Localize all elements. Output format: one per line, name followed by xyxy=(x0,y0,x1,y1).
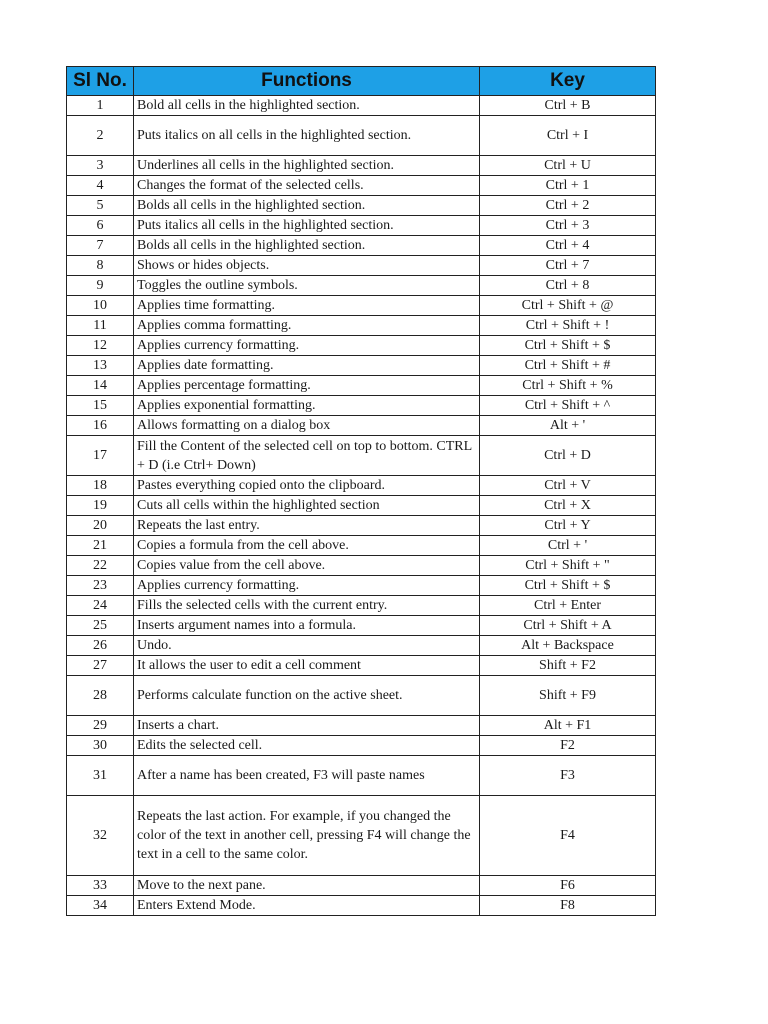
table-row xyxy=(67,516,656,536)
row-function: Puts italics all cells in the highlighted section. xyxy=(134,216,480,236)
table-row xyxy=(67,576,656,596)
row-key: F6 xyxy=(480,876,656,896)
row-number: 19 xyxy=(67,496,134,516)
row-function: Applies time formatting. xyxy=(134,296,480,316)
row-function: Inserts a chart. xyxy=(134,716,480,736)
row-number: 9 xyxy=(67,276,134,296)
row-function: Toggles the outline symbols. xyxy=(134,276,480,296)
row-function: Repeats the last action. For example, if you changed the color of the text in another cell, pressing F4 will change the text in a cell to the same color. xyxy=(134,796,480,876)
table-row xyxy=(67,316,656,336)
row-key: Alt + ' xyxy=(480,416,656,436)
row-number: 22 xyxy=(67,556,134,576)
table-row xyxy=(67,416,656,436)
table-row xyxy=(67,256,656,276)
row-number: 16 xyxy=(67,416,134,436)
row-key: Ctrl + 4 xyxy=(480,236,656,256)
table-row xyxy=(67,796,656,876)
row-key: Ctrl + D xyxy=(480,436,656,476)
table-row xyxy=(67,196,656,216)
table-row xyxy=(67,876,656,896)
header-key: Key xyxy=(480,67,656,96)
row-key: Ctrl + Shift + " xyxy=(480,556,656,576)
row-number: 12 xyxy=(67,336,134,356)
row-key: Ctrl + U xyxy=(480,156,656,176)
table-row xyxy=(67,676,656,716)
row-number: 26 xyxy=(67,636,134,656)
row-key: F4 xyxy=(480,796,656,876)
table-row xyxy=(67,656,656,676)
table-row xyxy=(67,296,656,316)
row-number: 11 xyxy=(67,316,134,336)
row-function: Fill the Content of the selected cell on top to bottom. CTRL + D (i.e Ctrl+ Down) xyxy=(134,436,480,476)
row-key: Ctrl + B xyxy=(480,96,656,116)
row-function: Repeats the last entry. xyxy=(134,516,480,536)
row-number: 28 xyxy=(67,676,134,716)
row-number: 24 xyxy=(67,596,134,616)
row-function: Performs calculate function on the active sheet. xyxy=(134,676,480,716)
table-row xyxy=(67,756,656,796)
row-key: Ctrl + Enter xyxy=(480,596,656,616)
row-key: Ctrl + V xyxy=(480,476,656,496)
table-row xyxy=(67,156,656,176)
row-number: 7 xyxy=(67,236,134,256)
table-row xyxy=(67,356,656,376)
row-key: Ctrl + Shift + $ xyxy=(480,576,656,596)
table-row xyxy=(67,616,656,636)
row-key: Ctrl + Y xyxy=(480,516,656,536)
row-number: 33 xyxy=(67,876,134,896)
table-row xyxy=(67,96,656,116)
table-row xyxy=(67,536,656,556)
row-function: Cuts all cells within the highlighted section xyxy=(134,496,480,516)
row-key: Ctrl + 7 xyxy=(480,256,656,276)
row-number: 23 xyxy=(67,576,134,596)
row-key: F3 xyxy=(480,756,656,796)
row-key: Ctrl + 3 xyxy=(480,216,656,236)
row-number: 8 xyxy=(67,256,134,276)
row-number: 6 xyxy=(67,216,134,236)
row-key: F8 xyxy=(480,896,656,916)
row-function: Enters Extend Mode. xyxy=(134,896,480,916)
row-number: 4 xyxy=(67,176,134,196)
table-row xyxy=(67,216,656,236)
row-function: Puts italics on all cells in the highlighted section. xyxy=(134,116,480,156)
row-key: Ctrl + Shift + $ xyxy=(480,336,656,356)
table-row xyxy=(67,636,656,656)
row-key: Shift + F2 xyxy=(480,656,656,676)
table-row xyxy=(67,896,656,916)
row-key: Ctrl + I xyxy=(480,116,656,156)
row-key: Ctrl + X xyxy=(480,496,656,516)
row-key: Ctrl + Shift + A xyxy=(480,616,656,636)
table-row xyxy=(67,716,656,736)
row-key: Ctrl + Shift + ^ xyxy=(480,396,656,416)
row-function: Applies date formatting. xyxy=(134,356,480,376)
row-number: 32 xyxy=(67,796,134,876)
table-row xyxy=(67,476,656,496)
row-function: Bold all cells in the highlighted section. xyxy=(134,96,480,116)
table-row xyxy=(67,236,656,256)
table-row xyxy=(67,336,656,356)
row-function: Applies exponential formatting. xyxy=(134,396,480,416)
row-function: Inserts argument names into a formula. xyxy=(134,616,480,636)
row-number: 21 xyxy=(67,536,134,556)
row-key: Alt + F1 xyxy=(480,716,656,736)
row-key: Shift + F9 xyxy=(480,676,656,716)
row-number: 20 xyxy=(67,516,134,536)
row-number: 2 xyxy=(67,116,134,156)
row-function: After a name has been created, F3 will paste names xyxy=(134,756,480,796)
row-function: Applies currency formatting. xyxy=(134,576,480,596)
table-row xyxy=(67,496,656,516)
row-key: Ctrl + 2 xyxy=(480,196,656,216)
row-function: Pastes everything copied onto the clipboard. xyxy=(134,476,480,496)
row-number: 1 xyxy=(67,96,134,116)
row-function: Copies value from the cell above. xyxy=(134,556,480,576)
row-number: 34 xyxy=(67,896,134,916)
table-row xyxy=(67,436,656,476)
row-function: Edits the selected cell. xyxy=(134,736,480,756)
row-number: 31 xyxy=(67,756,134,796)
row-number: 27 xyxy=(67,656,134,676)
row-key: Ctrl + 1 xyxy=(480,176,656,196)
row-number: 14 xyxy=(67,376,134,396)
row-function: Applies currency formatting. xyxy=(134,336,480,356)
row-function: Move to the next pane. xyxy=(134,876,480,896)
row-number: 13 xyxy=(67,356,134,376)
row-number: 15 xyxy=(67,396,134,416)
row-key: Ctrl + Shift + @ xyxy=(480,296,656,316)
row-function: Fills the selected cells with the current entry. xyxy=(134,596,480,616)
row-function: Bolds all cells in the highlighted section. xyxy=(134,196,480,216)
row-key: Ctrl + Shift + # xyxy=(480,356,656,376)
row-number: 18 xyxy=(67,476,134,496)
row-number: 5 xyxy=(67,196,134,216)
table-row xyxy=(67,276,656,296)
row-function: Allows formatting on a dialog box xyxy=(134,416,480,436)
table-row xyxy=(67,736,656,756)
row-key: Ctrl + ' xyxy=(480,536,656,556)
row-function: Changes the format of the selected cells. xyxy=(134,176,480,196)
row-function: Bolds all cells in the highlighted section. xyxy=(134,236,480,256)
header-row xyxy=(67,67,656,96)
row-number: 29 xyxy=(67,716,134,736)
row-number: 30 xyxy=(67,736,134,756)
header-sl-no: Sl No. xyxy=(67,67,134,96)
row-number: 17 xyxy=(67,436,134,476)
table-row xyxy=(67,556,656,576)
row-function: Shows or hides objects. xyxy=(134,256,480,276)
row-key: F2 xyxy=(480,736,656,756)
row-key: Alt + Backspace xyxy=(480,636,656,656)
table-row xyxy=(67,116,656,156)
row-number: 10 xyxy=(67,296,134,316)
row-number: 25 xyxy=(67,616,134,636)
row-function: Applies percentage formatting. xyxy=(134,376,480,396)
row-number: 3 xyxy=(67,156,134,176)
shortcut-table xyxy=(66,66,656,916)
row-function: Undo. xyxy=(134,636,480,656)
row-key: Ctrl + Shift + ! xyxy=(480,316,656,336)
row-function: Copies a formula from the cell above. xyxy=(134,536,480,556)
row-function: Underlines all cells in the highlighted section. xyxy=(134,156,480,176)
row-function: Applies comma formatting. xyxy=(134,316,480,336)
table-row xyxy=(67,176,656,196)
table-row xyxy=(67,376,656,396)
row-key: Ctrl + Shift + % xyxy=(480,376,656,396)
row-function: It allows the user to edit a cell comment xyxy=(134,656,480,676)
header-functions: Functions xyxy=(134,67,480,96)
row-key: Ctrl + 8 xyxy=(480,276,656,296)
table-row xyxy=(67,396,656,416)
table-row xyxy=(67,596,656,616)
